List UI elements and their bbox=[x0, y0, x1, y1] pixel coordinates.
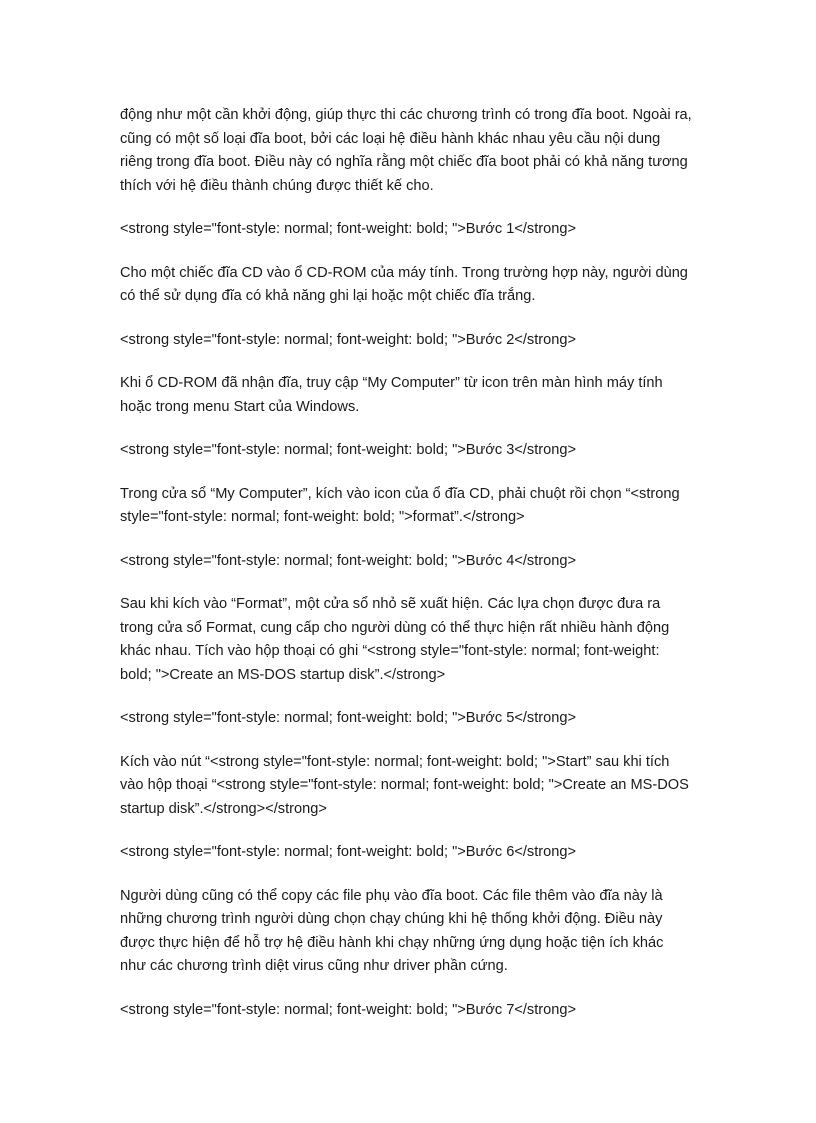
step-2-text: Khi ổ CD-ROM đã nhận đĩa, truy cập “My Computer” từ icon trên màn hình máy tính hoặc trong menu Start của Windows. bbox=[120, 375, 663, 415]
step-6-text: Người dùng cũng có thể copy các file phụ vào đĩa boot. Các file thêm vào đĩa này là những chương trình người dùng chọn chạy chúng khi hệ thống khởi động. Điều này được thực hiện để hỗ trợ hệ điều hành khi chạy những ứng dụng hoặc tiện ích khác như các chương trình diệt virus cũng như driver phần cứng. bbox=[120, 887, 664, 974]
paragraph-intro: động như một cần khởi động, giúp thực thi các chương trình có trong đĩa boot. Ngoài ra, cũng có một số loại đĩa boot, bởi các loại hệ điều hành khác nhau yêu cầu nội dung riêng trong đĩa boot. Điều này có nghĩa rằng một chiếc đĩa boot phải có khả năng tương thích với hệ điều thành chúng được thiết kế cho. bbox=[120, 107, 692, 194]
step-4-text: Sau khi kích vào “Format”, một cửa sổ nhỏ sẽ xuất hiện. Các lựa chọn được đưa ra trong cửa sổ Format, cung cấp cho người dùng có thể thực hiện rất nhiều hành động khác nhau. Tích vào hộp thoại có ghi “<strong style="font-style: normal; font-weight: bold; ">Create an MS-DOS startup disk”.</strong> bbox=[120, 596, 670, 683]
step-1-heading: <strong style="font-style: normal; font-weight: bold; ">Bước 1</strong> bbox=[120, 221, 576, 237]
step-5-text: Kích vào nút “<strong style="font-style: normal; font-weight: bold; ">Start” sau khi tích vào hộp thoại “<strong style="font-style: normal; font-weight: bold; ">Create an MS-DOS startup disk”.</strong></strong> bbox=[120, 753, 689, 817]
step-4-heading: <strong style="font-style: normal; font-weight: bold; ">Bước 4</strong> bbox=[120, 552, 576, 569]
step-3-heading: <strong style="font-style: normal; font-weight: bold; ">Bước 3</strong> bbox=[120, 442, 576, 458]
document-body bbox=[120, 104, 710, 1042]
step-1-text: Cho một chiếc đĩa CD vào ổ CD-ROM của máy tính. Trong trường hợp này, người dùng có thể sử dụng đĩa có khả năng ghi lại hoặc một chiếc đĩa trắng. bbox=[120, 264, 688, 304]
step-3-text: Trong cửa sổ “My Computer”, kích vào icon của ổ đĩa CD, phải chuột rồi chọn “<strong style="font-style: normal; font-weight: bold; ">format”.</strong> bbox=[120, 485, 680, 525]
step-7-heading: <strong style="font-style: normal; font-weight: bold; ">Bước 7</strong> bbox=[120, 1001, 576, 1018]
step-6-heading: <strong style="font-style: normal; font-weight: bold; ">Bước 6</strong> bbox=[120, 844, 576, 860]
step-5-heading: <strong style="font-style: normal; font-weight: bold; ">Bước 5</strong> bbox=[120, 710, 576, 726]
step-2-heading: <strong style="font-style: normal; font-weight: bold; ">Bước 2</strong> bbox=[120, 331, 576, 348]
